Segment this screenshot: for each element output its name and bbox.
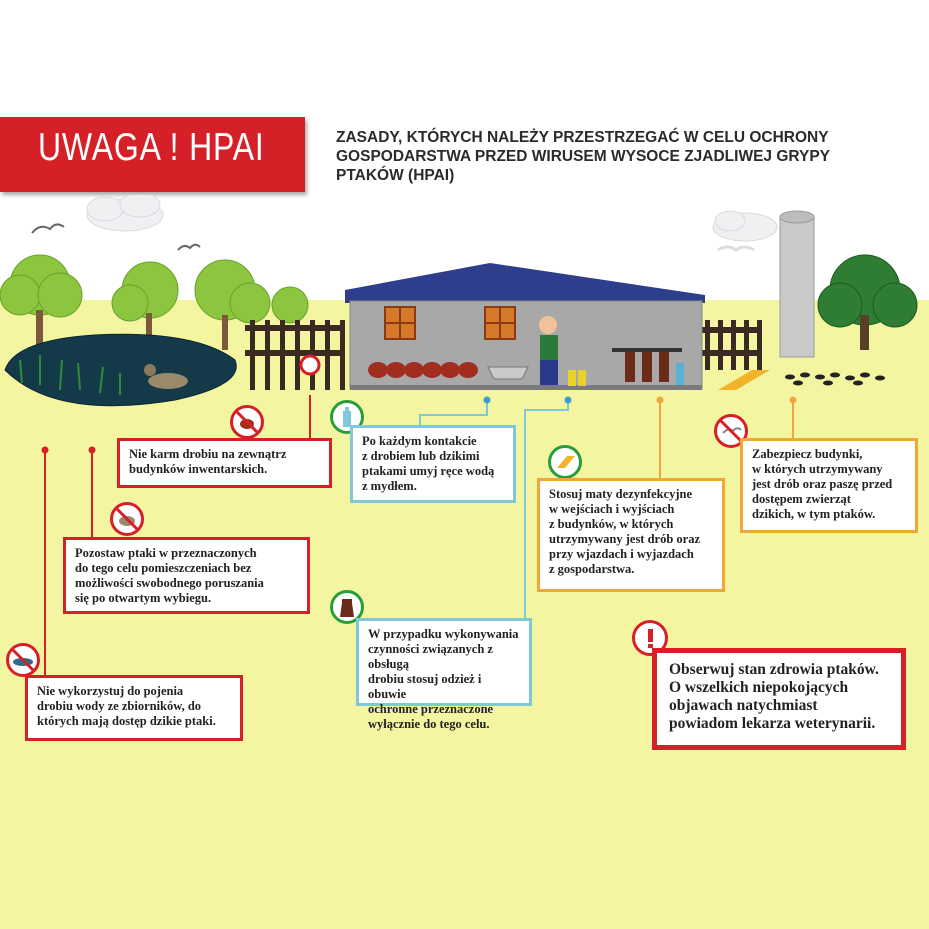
rule-keep-text: Pozostaw ptaki w przeznaczonych xyxy=(75,546,257,560)
disinfection-mat-icon xyxy=(548,445,582,479)
banner-title: UWAGA ! HPAI xyxy=(38,126,265,169)
headline-line: ZASADY, KTÓRYCH NALEŻY PRZESTRZEGAĆ W CELU OCHRONY xyxy=(336,129,829,146)
rule-mats-text: z gospodarstwa. xyxy=(549,562,635,576)
rule-secure-text: w których utrzymywany xyxy=(752,462,883,476)
rule-keep-text: do tego celu pomieszczeniach bez xyxy=(75,561,252,575)
rule-clothes-text: ochronne przeznaczone xyxy=(368,702,494,716)
rule-keep-text: się po otwartym wybiegu. xyxy=(75,591,212,605)
rule-feed-text: budynków inwentarskich. xyxy=(129,462,268,476)
headline-line: GOSPODARSTWA PRZED WIRUSEM WYSOCE ZJADLIWEJ GRYPY xyxy=(336,148,831,165)
rule-keep-box xyxy=(63,537,310,614)
rule-observe-text: objawach natychmiast xyxy=(669,697,818,714)
rule-wash-text: z mydłem. xyxy=(362,479,417,493)
rule-wash-box xyxy=(350,425,516,503)
rule-mats-text: utrzymywany jest drób oraz xyxy=(549,532,701,546)
rule-wash-text: z drobiem lub dzikimi xyxy=(362,449,480,463)
rule-feed-text: Nie karm drobiu na zewnątrz xyxy=(129,447,287,461)
rule-observe-text: powiadom lekarza weterynarii. xyxy=(669,715,876,732)
rule-observe-text: Obserwuj stan zdrowia ptaków. xyxy=(669,661,879,678)
rule-feed-box xyxy=(117,438,332,488)
rule-secure-text: dostępem zwierząt xyxy=(752,492,851,506)
rule-mats-text: w wejściach i wyjściach xyxy=(549,502,675,516)
rule-water-text: Nie wykorzystuj do pojenia xyxy=(37,684,184,698)
no-feeding-icon xyxy=(230,405,264,439)
rule-secure-box xyxy=(740,438,918,533)
rule-water-text: których mają dostęp dzikie ptaki. xyxy=(37,714,216,728)
rule-mats-text: przy wjazdach i wyjazdach xyxy=(549,547,694,561)
rule-clothes-text: W przypadku wykonywania xyxy=(368,627,519,641)
rule-secure-text: dzikich, w tym ptaków. xyxy=(752,507,876,521)
rule-secure-text: jest drób oraz paszę przed xyxy=(752,477,893,491)
rule-water-text: drobiu wody ze zbiorników, do xyxy=(37,699,202,713)
rule-clothes-box xyxy=(356,618,532,731)
rule-water-box xyxy=(25,675,243,741)
rule-wash-text: Po każdym kontakcie xyxy=(362,434,477,448)
rule-clothes-text: wyłącznie do tego celu. xyxy=(368,717,490,731)
rule-clothes-text: czynności związanych z obsługą xyxy=(368,642,493,671)
no-free-range-icon xyxy=(110,502,144,536)
rule-secure-text: Zabezpiecz budynki, xyxy=(752,447,863,461)
rule-mats-text: Stosuj maty dezynfekcyjne xyxy=(549,487,693,501)
rule-clothes-text: drobiu stosuj odzież i obuwie xyxy=(368,672,482,701)
rule-mats-box xyxy=(537,478,725,592)
rule-observe-text: O wszelkich niepokojących xyxy=(669,679,849,696)
headline-line: PTAKÓW (HPAI) xyxy=(336,167,455,184)
rule-wash-text: ptakami umyj ręce wodą xyxy=(362,464,495,478)
rule-mats-text: z budynków, w których xyxy=(549,517,674,531)
rule-keep-text: możliwości swobodnego poruszania xyxy=(75,576,264,590)
no-pond-water-icon xyxy=(6,643,40,677)
rule-observe-box xyxy=(652,648,906,750)
